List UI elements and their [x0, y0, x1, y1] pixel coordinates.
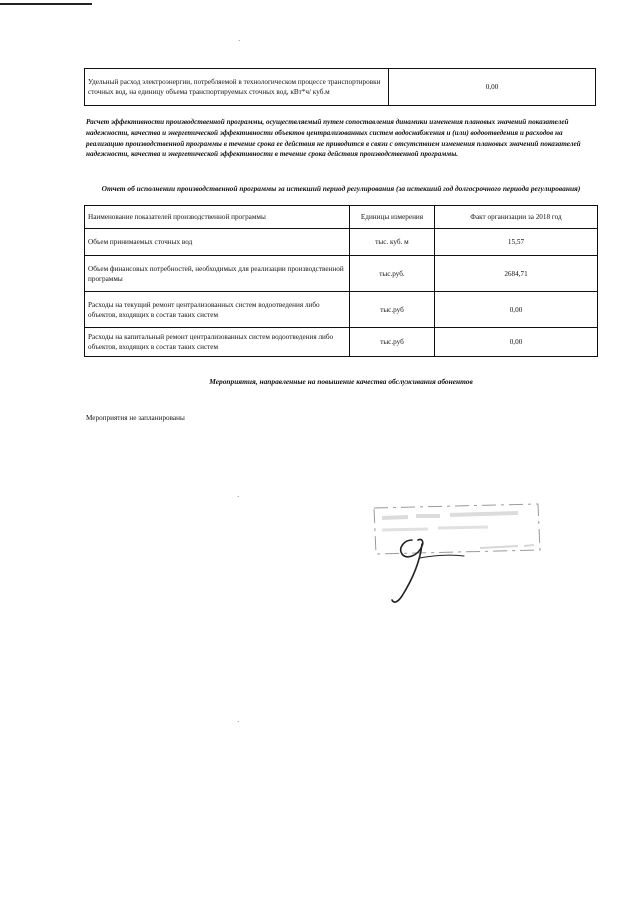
row-value: 0,00	[435, 292, 598, 328]
scan-speck: ·	[237, 718, 240, 726]
table-row	[85, 328, 598, 357]
stamp-signature-icon	[368, 500, 558, 610]
efficiency-note: Расчет эффективности производственной программы, осуществляемый путем сопоставления динамики изменения плановых значений показателей надежности, качества и энергетической эффективности объектов централизованных систем водоснабжения и (или) водоотведения и расходов на реализацию производственной программы в течение срока ее действия не приводится в связи с отсутствием изменения плановых значений показателей надежности, качества и энергетической эффективности в течение срока действия производственной программы.	[86, 118, 581, 159]
row-unit: тыс.руб	[350, 292, 435, 328]
row-value: 15,57	[435, 229, 598, 256]
row-unit: тыс.руб.	[350, 256, 435, 292]
table-header-row	[85, 206, 598, 229]
measures-text: Мероприятия не запланированы	[86, 414, 185, 422]
row-unit: тыс. куб. м	[350, 229, 435, 256]
row-value: 2684,71	[435, 256, 598, 292]
report-table	[84, 205, 598, 357]
scan-edge-line	[0, 3, 92, 5]
table-row	[85, 69, 596, 106]
row-name: Объем принимаемых сточных вод	[85, 229, 350, 256]
efficiency-value: 0,00	[389, 69, 596, 106]
stamp-signature	[368, 500, 558, 615]
table-row	[85, 229, 598, 256]
header-fact: Факт организации за 2018 год	[435, 206, 598, 229]
scan-speck: ·	[237, 493, 240, 501]
row-unit: тыс.руб	[350, 328, 435, 357]
row-name: Объем финансовых потребностей, необходимых для реализации производственной программы	[85, 256, 350, 292]
measures-title: Мероприятия, направленные на повышение качества обслуживания абонентов	[209, 377, 473, 386]
row-name: Расходы на текущий ремонт централизованных систем водоотведения либо объектов, входящих в состав таких систем	[85, 292, 350, 328]
header-unit: Единицы измерения	[350, 206, 435, 229]
report-title: Отчет об исполнении производственной программы за истекший период регулирования (за истекший год долгосрочного периода регулирования)	[101, 184, 581, 193]
scan-speck: ·	[238, 37, 241, 45]
row-name: Расходы на капитальный ремонт централизованных систем водоотведения либо объектов, входящих в состав таких систем	[85, 328, 350, 357]
efficiency-indicator: Удельный расход электроэнергии, потребляемой в технологическом процессе транспортировки сточных вод, на единицу объема транспортируемых сточных вод, кВт*ч/ куб.м	[85, 69, 389, 106]
row-value: 0,00	[435, 328, 598, 357]
table-row	[85, 292, 598, 328]
header-indicator: Наименование показателей производственной программы	[85, 206, 350, 229]
table-row	[85, 256, 598, 292]
efficiency-table	[84, 68, 596, 106]
